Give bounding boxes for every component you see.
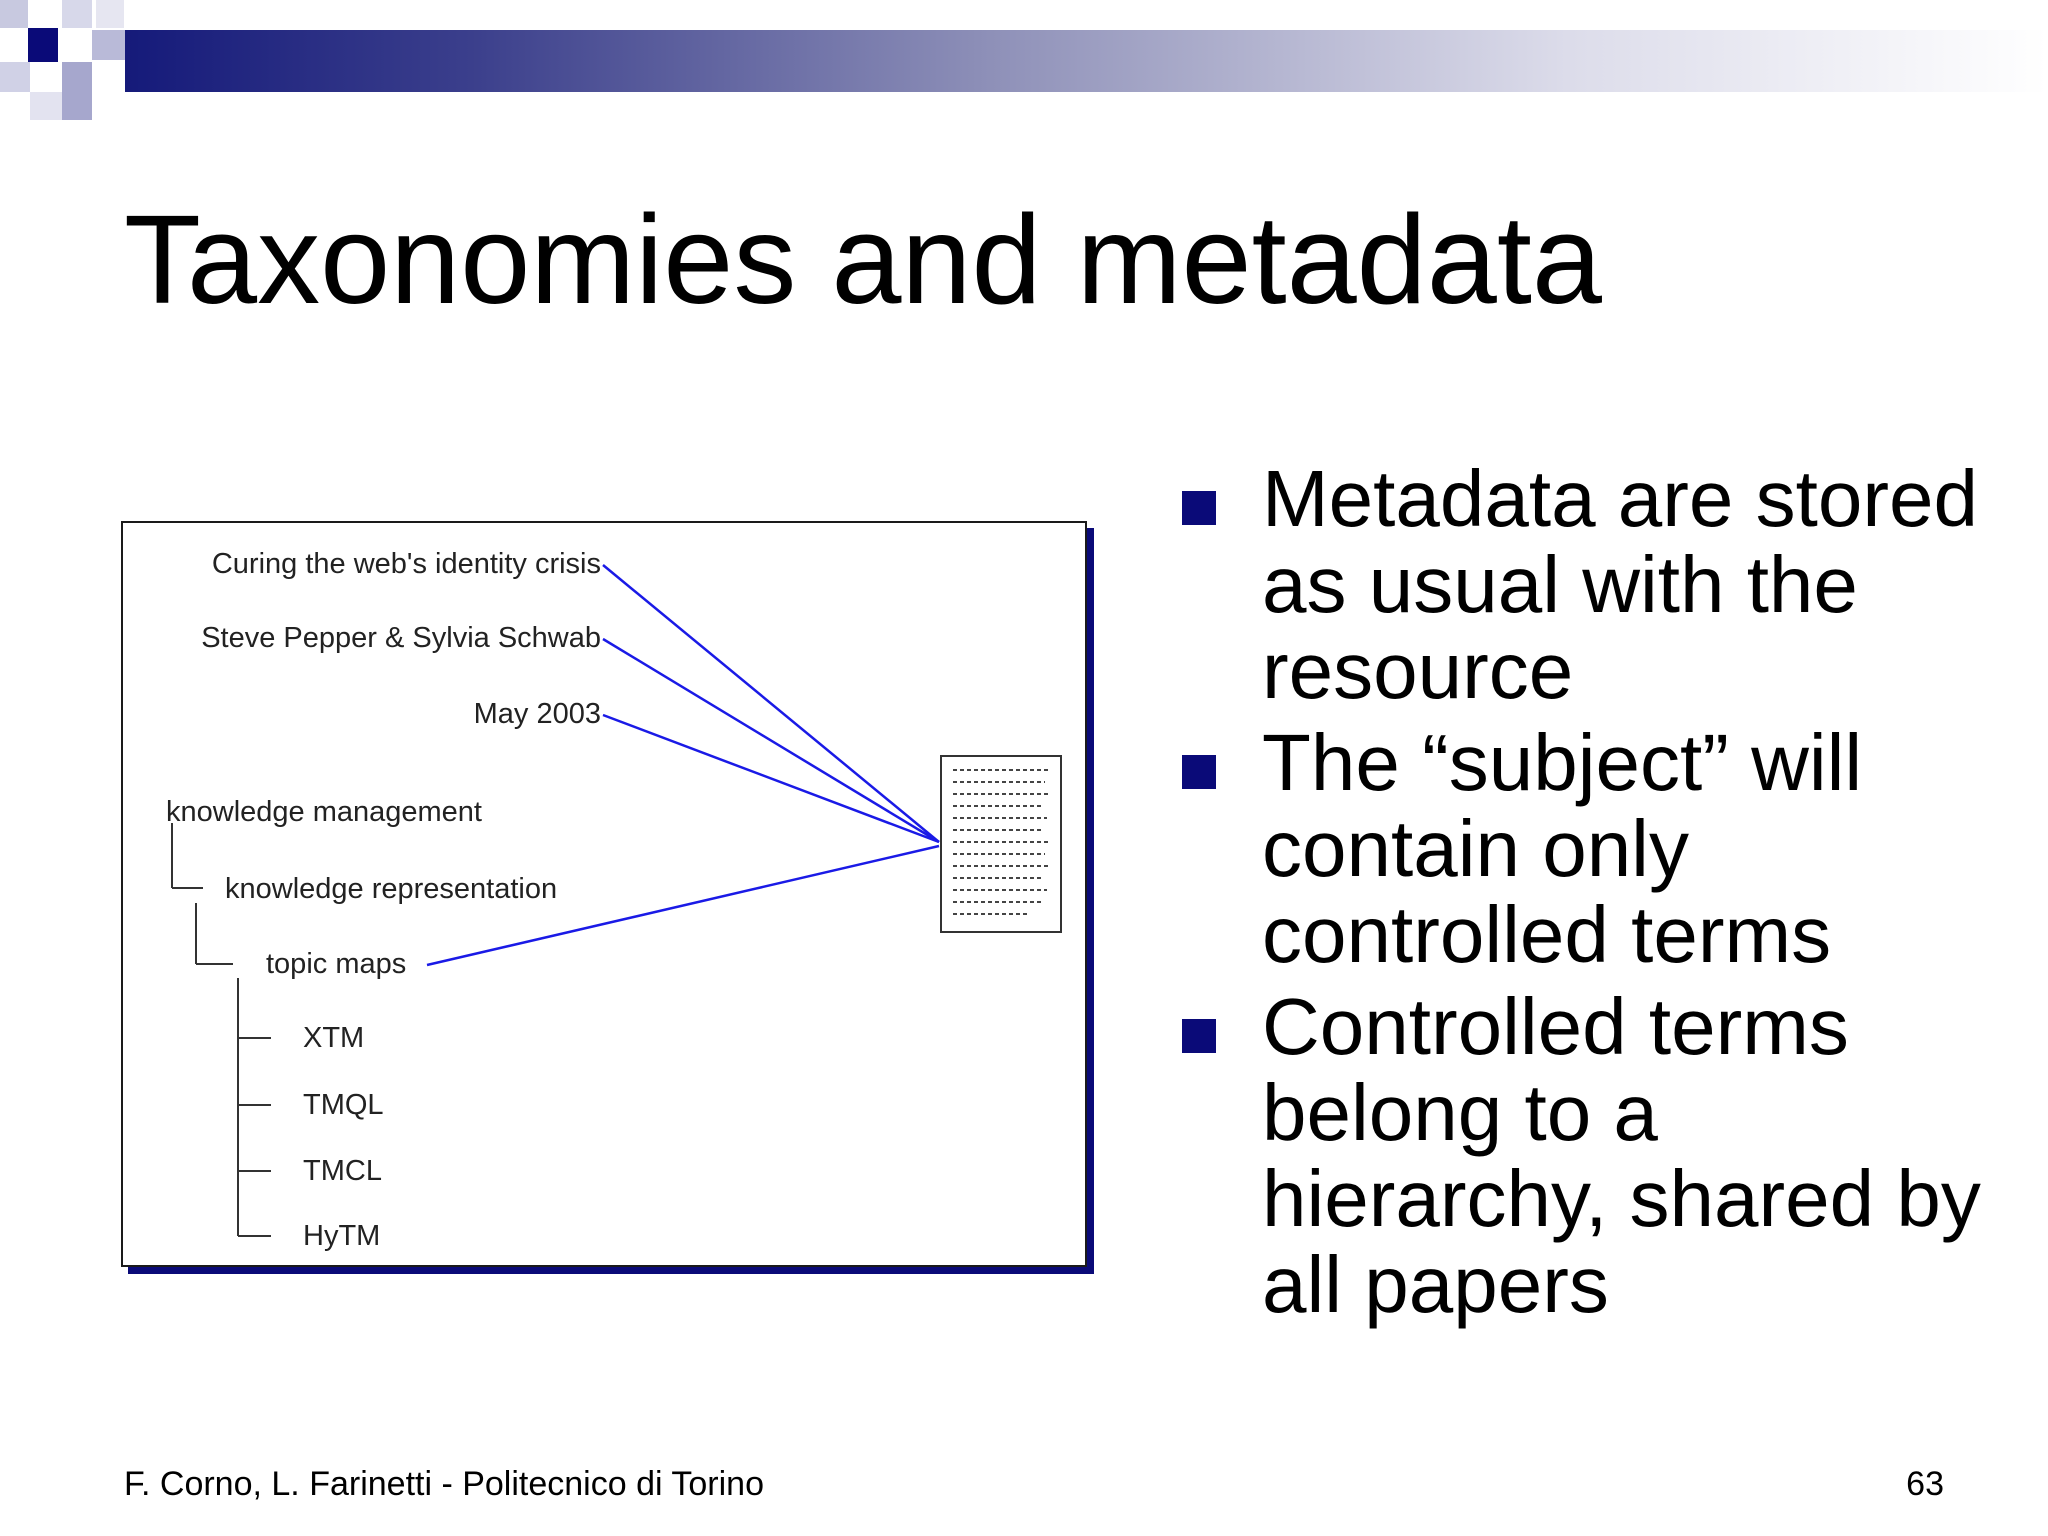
metadata-label-title: Curing the web's identity crisis bbox=[211, 548, 601, 580]
metadata-label-authors: Steve Pepper & Sylvia Schwab bbox=[201, 622, 601, 654]
bullet-text: Metadata are stored as usual with the resource bbox=[1262, 454, 1978, 715]
bullet-item bbox=[1182, 456, 2002, 714]
taxonomy-leaf: TMCL bbox=[303, 1155, 382, 1187]
header-square bbox=[62, 62, 92, 120]
square-bullet-icon bbox=[1182, 491, 1216, 525]
bullet-item bbox=[1182, 720, 2002, 978]
header-square bbox=[0, 62, 30, 92]
header-square bbox=[92, 30, 125, 60]
square-bullet-icon bbox=[1182, 755, 1216, 789]
figure-canvas bbox=[123, 523, 1085, 1265]
link-topic-maps bbox=[427, 846, 939, 965]
bullet-list bbox=[1182, 456, 2002, 1334]
bullet-item bbox=[1182, 984, 2002, 1328]
header-square bbox=[30, 92, 62, 120]
metadata-label-date: May 2003 bbox=[473, 698, 601, 730]
taxonomy-root: knowledge management bbox=[166, 796, 482, 828]
square-bullet-icon bbox=[1182, 1019, 1216, 1053]
taxonomy-child: knowledge representation bbox=[225, 873, 558, 905]
link-authors bbox=[603, 639, 939, 842]
page-number: 63 bbox=[1906, 1465, 1944, 1503]
taxonomy-leaf: XTM bbox=[303, 1022, 365, 1054]
metadata-figure bbox=[121, 521, 1087, 1267]
header-square bbox=[0, 0, 28, 28]
slide-title: Taxonomies and metadata bbox=[124, 189, 1602, 330]
link-title bbox=[603, 565, 939, 842]
link-date bbox=[603, 715, 939, 842]
header-gradient-bar bbox=[125, 30, 2048, 92]
document-icon bbox=[941, 756, 1061, 932]
header-square bbox=[96, 0, 124, 28]
bullet-text: The “subject” will contain only controlled terms bbox=[1262, 718, 1863, 979]
header-square bbox=[62, 0, 92, 28]
slide-footer: F. Corno, L. Farinetti - Politecnico di Torino bbox=[124, 1465, 764, 1503]
taxonomy-leaf: HyTM bbox=[303, 1220, 381, 1252]
header-square bbox=[28, 28, 58, 62]
bullet-text: Controlled terms belong to a hierarchy, shared by all papers bbox=[1262, 982, 1981, 1329]
taxonomy-leaf: TMQL bbox=[303, 1089, 384, 1121]
taxonomy-grandchild: topic maps bbox=[266, 948, 407, 980]
